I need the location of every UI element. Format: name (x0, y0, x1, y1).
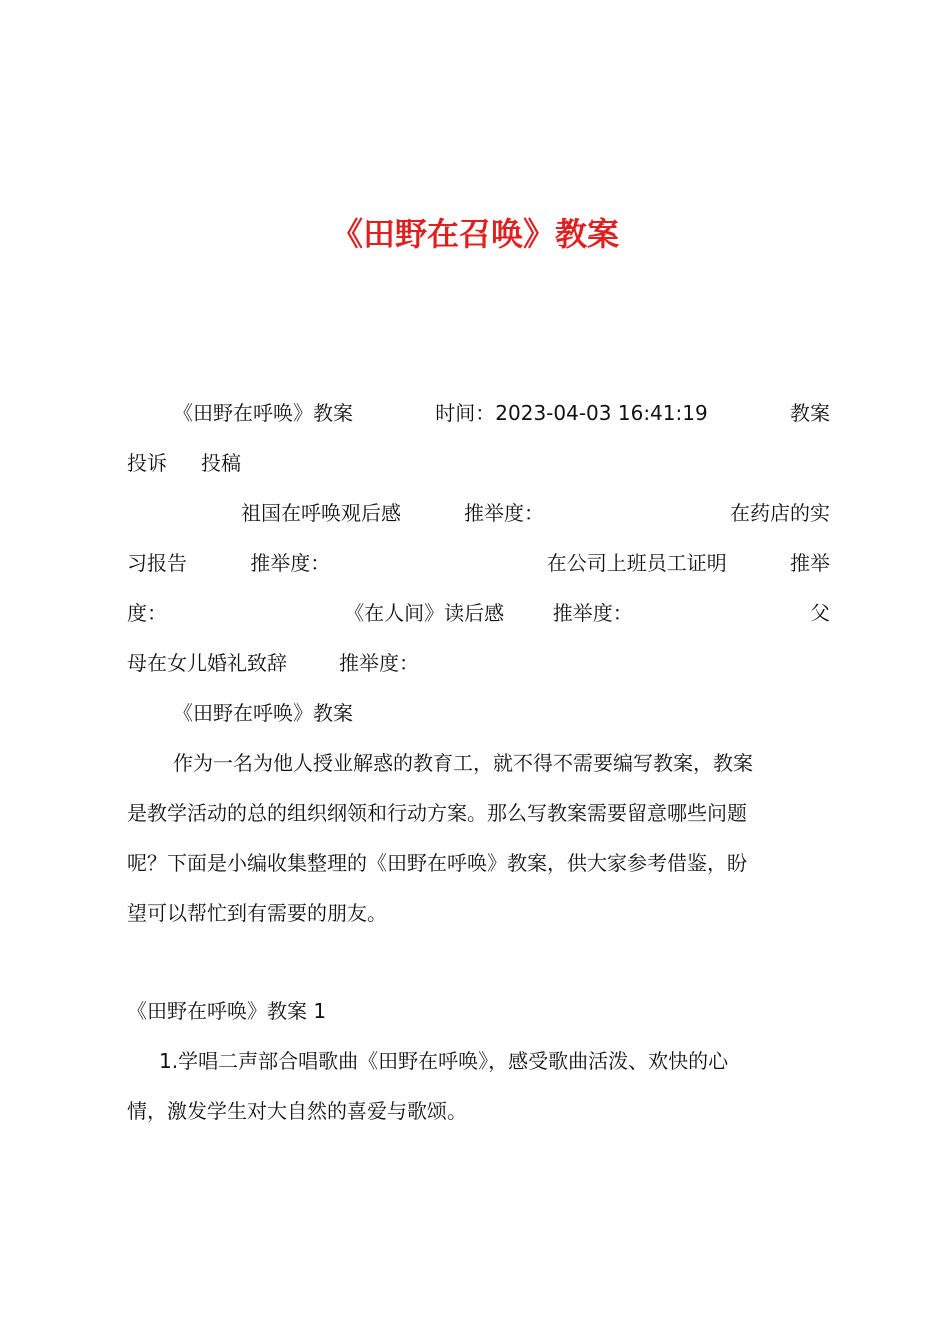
related-line-3 (127, 588, 830, 638)
recommend-label: 推举度： (552, 601, 633, 625)
section-heading: 《田野在呼唤》教案 1 (127, 999, 327, 1023)
complaint-link[interactable]: 投诉 (127, 451, 167, 475)
meta-line (127, 388, 830, 438)
related-link-2-part2[interactable]: 习报告 (127, 551, 187, 575)
publish-time: 时间：2023-04-03 16:41:19 (435, 401, 708, 425)
recommend-label: 推举度： (464, 501, 544, 525)
recommend-label: 推举度： (250, 551, 331, 575)
related-link-2-part1[interactable]: 在药店的实 (730, 501, 830, 525)
item-line-1: 1.学唱二声部合唱歌曲《田野在呼唤》，感受歌曲活泼、欢快的心 (159, 1049, 729, 1073)
recommend-label-part1: 推举 (790, 551, 830, 575)
recommend-label: 推举度： (339, 651, 419, 675)
related-link-3[interactable]: 在公司上班员工证明 (546, 551, 727, 575)
related-link-5-part2[interactable]: 母在女儿婚礼致辞 (127, 651, 287, 675)
related-link-5-part1[interactable]: 父 (809, 601, 830, 625)
item-line-2: 情，激发学生对大自然的喜爱与歌颂。 (127, 1099, 467, 1123)
intro-line-4: 望可以帮忙到有需要的朋友。 (127, 901, 387, 925)
intro-line-2: 是教学活动的总的组织纲领和行动方案。那么写教案需要留意哪些问题 (127, 801, 747, 825)
related-line-4 (127, 638, 830, 688)
document-title: 《田野在召唤》教案 (330, 215, 619, 253)
submit-link[interactable]: 投稿 (201, 451, 241, 475)
meta-actions (127, 438, 830, 488)
related-link-1[interactable]: 祖国在呼唤观后感 (241, 501, 401, 525)
related-link-4[interactable]: 《在人间》读后感 (344, 601, 505, 625)
intro-line-3: 呢？下面是小编收集整理的《田野在呼唤》教案，供大家参考借鉴，盼 (127, 851, 747, 875)
article-heading: 《田野在呼唤》教案 (173, 701, 353, 725)
category-link[interactable]: 教案 (789, 401, 830, 425)
article-title: 《田野在呼唤》教案 (173, 401, 353, 425)
related-line-2 (127, 538, 830, 588)
document-body (127, 388, 830, 1136)
related-line-1 (127, 488, 830, 538)
recommend-label-part2: 度： (127, 601, 167, 625)
intro-line-1: 作为一名为他人授业解惑的教育工，就不得不需要编写教案，教案 (173, 751, 753, 775)
